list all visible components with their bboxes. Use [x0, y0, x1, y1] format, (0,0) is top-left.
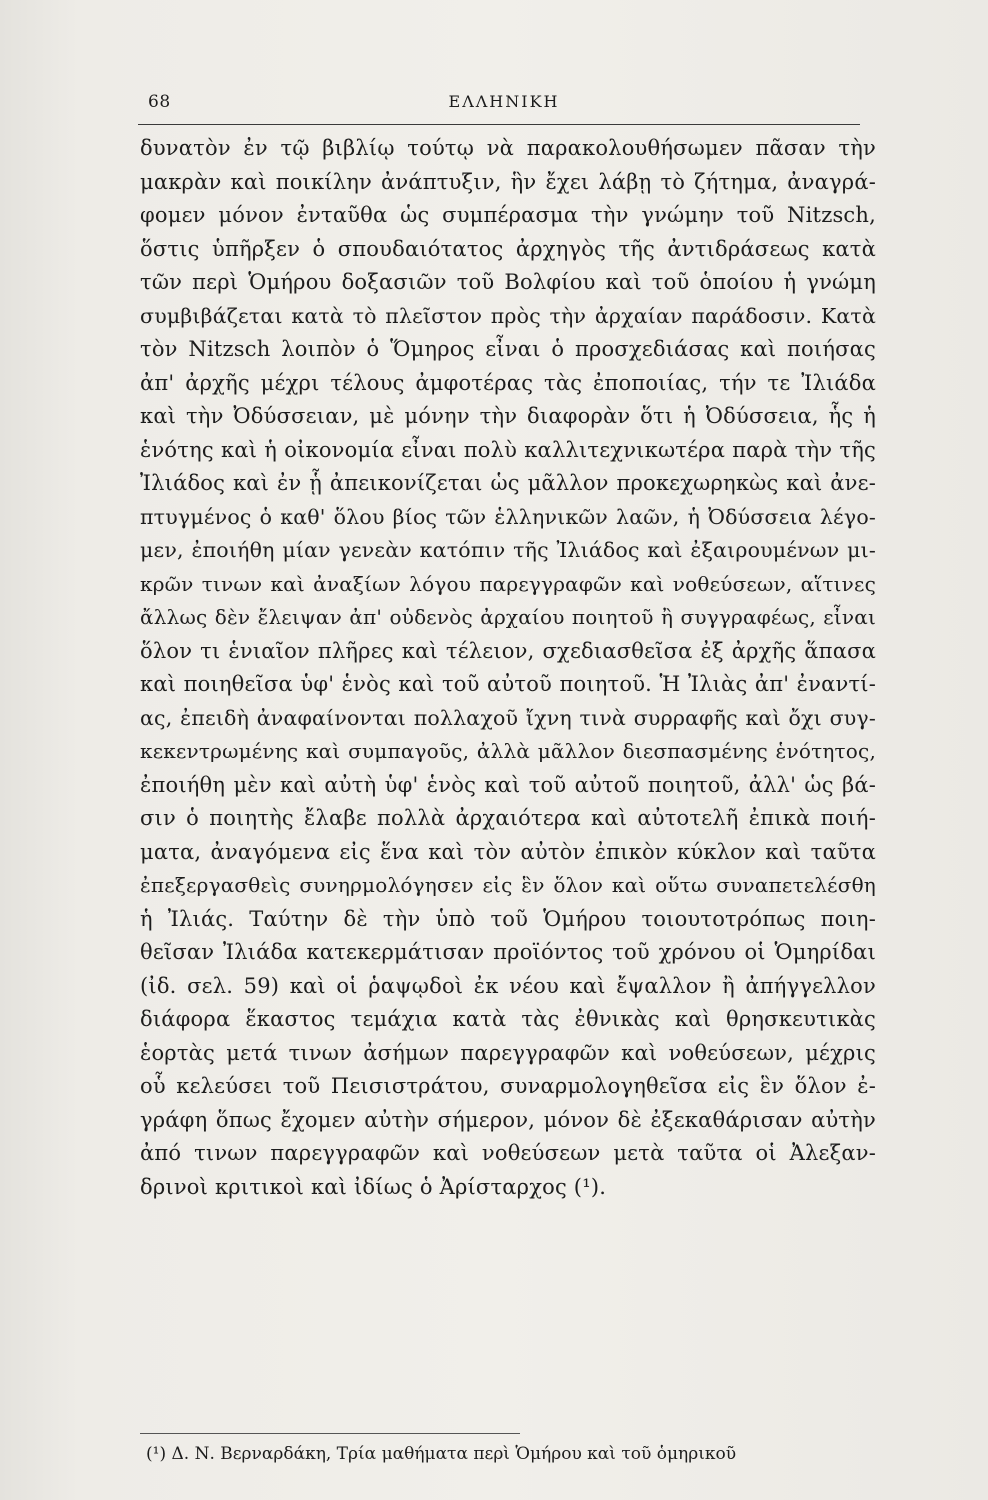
page-header: [148, 88, 860, 118]
body-paragraph: [140, 132, 876, 1204]
text-line: δυνατὸν ἐν τῷ βιβλίῳ τούτῳ νὰ παρακολουθήσωμεν πᾶσαν τὴν: [140, 136, 876, 160]
text-line: ἀπ' ἀρχῆς μέχρι τέλους ἀμφοτέρας τὰς ἐποποιίας, τήν τε Ἰλιάδα: [140, 370, 876, 395]
text-line: γράφη ὅπως ἔχομεν αὐτὴν σήμερον, μόνον δὲ ἐξεκαθάρισαν αὐτὴν: [140, 1107, 876, 1132]
text-line: καὶ ποιηθεῖσα ὑφ' ἑνὸς καὶ τοῦ αὐτοῦ ποιητοῦ. Ἡ Ἰλιὰς ἀπ' ἐναντί-: [140, 672, 876, 696]
text-line: πτυγμένος ὁ καθ' ὅλου βίος τῶν ἑλληνικῶν λαῶν, ἡ Ὀδύσσεια λέγο-: [140, 504, 876, 529]
text-line: τὸν Nitzsch λοιπὸν ὁ Ὅμηρος εἶναι ὁ προσχεδιάσας καὶ ποιήσας: [140, 337, 876, 361]
text-line: μεν, ἐποιήθη μίαν γενεὰν κατόπιν τῆς Ἰλιάδος καὶ ἐξαιρουμένων μι-: [140, 538, 876, 562]
running-title: ΕΛΛΗΝΙΚΗ: [448, 92, 560, 111]
text-line: (ἰδ. σελ. 59) καὶ οἱ ῥαψῳδοὶ ἐκ νέου καὶ ἔψαλλον ἢ ἀπήγγελλον: [140, 973, 876, 998]
text-line: σιν ὁ ποιητὴς ἔλαβε πολλὰ ἀρχαιότερα καὶ αὐτοτελῆ ἐπικὰ ποιή-: [140, 806, 876, 830]
text-line: καὶ τὴν Ὀδύσσειαν, μὲ μόνην τὴν διαφορὰν ὅτι ἡ Ὀδύσσεια, ἧς ἡ: [140, 404, 876, 428]
text-line: ἑνότης καὶ ἡ οἰκονομία εἶναι πολὺ καλλιτεχνικωτέρα παρὰ τὴν τῆς: [140, 437, 876, 462]
text-line: φομεν μόνον ἐνταῦθα ὡς συμπέρασμα τὴν γνώμην τοῦ Nitzsch,: [140, 203, 876, 227]
text-line: ἄλλως δὲν ἔλειψαν ἀπ' οὐδενὸς ἀρχαίου ποιητοῦ ἢ συγγραφέως, εἶναι: [140, 605, 876, 629]
text-line: ὅλον τι ἑνιαῖον πλῆρες καὶ τέλειον, σχεδιασθεῖσα ἐξ ἀρχῆς ἅπασα: [140, 638, 876, 663]
header-rule: [138, 124, 860, 125]
text-line: ἡ Ἰλιάς. Ταύτην δὲ τὴν ὑπὸ τοῦ Ὁμήρου τοιουτοτρόπως ποιη-: [140, 906, 876, 931]
text-line: διάφορα ἕκαστος τεμάχια κατὰ τὰς ἐθνικὰς καὶ θρησκευτικὰς: [140, 1007, 876, 1031]
text-line: ὅστις ὑπῆρξεν ὁ σπουδαιότατος ἀρχηγὸς τῆς ἀντιδράσεως κατὰ: [140, 236, 876, 261]
text-line: Ἰλιάδος καὶ ἐν ᾗ ἀπεικονίζεται ὡς μᾶλλον προκεχωρηκὼς καὶ ἀνε-: [140, 471, 876, 495]
text-line: ἑορτὰς μετά τινων ἀσήμων παρεγγραφῶν καὶ νοθεύσεων, μέχρις: [140, 1040, 876, 1065]
page-number: 68: [148, 92, 171, 112]
text-line: κεκεντρωμένης καὶ συμπαγοῦς, ἀλλὰ μᾶλλον διεσπασμένης ἑνότητος,: [140, 739, 876, 763]
text-line: ματα, ἀναγόμενα εἰς ἕνα καὶ τὸν αὐτὸν ἐπικὸν κύκλον καὶ ταῦτα: [140, 839, 876, 864]
text-line: ἐπεξεργασθεὶς συνηρμολόγησεν εἰς ἓν ὅλον καὶ οὕτω συναπετελέσθη: [140, 873, 876, 897]
text-line: μακρὰν καὶ ποικίλην ἀνάπτυξιν, ἣν ἔχει λάβῃ τὸ ζήτημα, ἀναγρά-: [140, 169, 876, 194]
text-line: δρινοὶ κριτικοὶ καὶ ἰδίως ὁ Ἀρίσταρχος (¹).: [140, 1174, 607, 1199]
footnote-rule: [140, 1433, 520, 1434]
text-line: ας, ἐπειδὴ ἀναφαίνονται πολλαχοῦ ἴχνη τινὰ συρραφῆς καὶ ὄχι συγ-: [140, 705, 876, 730]
text-line: ἀπό τινων παρεγγραφῶν καὶ νοθεύσεων μετὰ ταῦτα οἱ Ἀλεξαν-: [140, 1141, 876, 1165]
text-line: θεῖσαν Ἰλιάδα κατεκερμάτισαν προϊόντος τοῦ χρόνου οἱ Ὁμηρίδαι: [140, 940, 876, 964]
text-line: κρῶν τινων καὶ ἀναξίων λόγου παρεγγραφῶν καὶ νοθεύσεων, αἵτινες: [140, 571, 876, 596]
footnote: (¹) Δ. Ν. Βερναρδάκη, Τρία μαθήματα περὶ Ὁμήρου καὶ τοῦ ὁμηρικοῦ: [146, 1444, 737, 1464]
text-line: οὗ κελεύσει τοῦ Πεισιστράτου, συναρμολογηθεῖσα εἰς ἓν ὅλον ἐ-: [140, 1074, 876, 1098]
text-line: τῶν περὶ Ὁμήρου δοξασιῶν τοῦ Βολφίου καὶ τοῦ ὁποίου ἡ γνώμη: [140, 270, 876, 294]
text-line: ἐποιήθη μὲν καὶ αὐτὴ ὑφ' ἑνὸς καὶ τοῦ αὐτοῦ ποιητοῦ, ἀλλ' ὡς βά-: [140, 772, 876, 797]
text-line: συμβιβάζεται κατὰ τὸ πλεῖστον πρὸς τὴν ἀρχαίαν παράδοσιν. Κατὰ: [140, 303, 876, 328]
